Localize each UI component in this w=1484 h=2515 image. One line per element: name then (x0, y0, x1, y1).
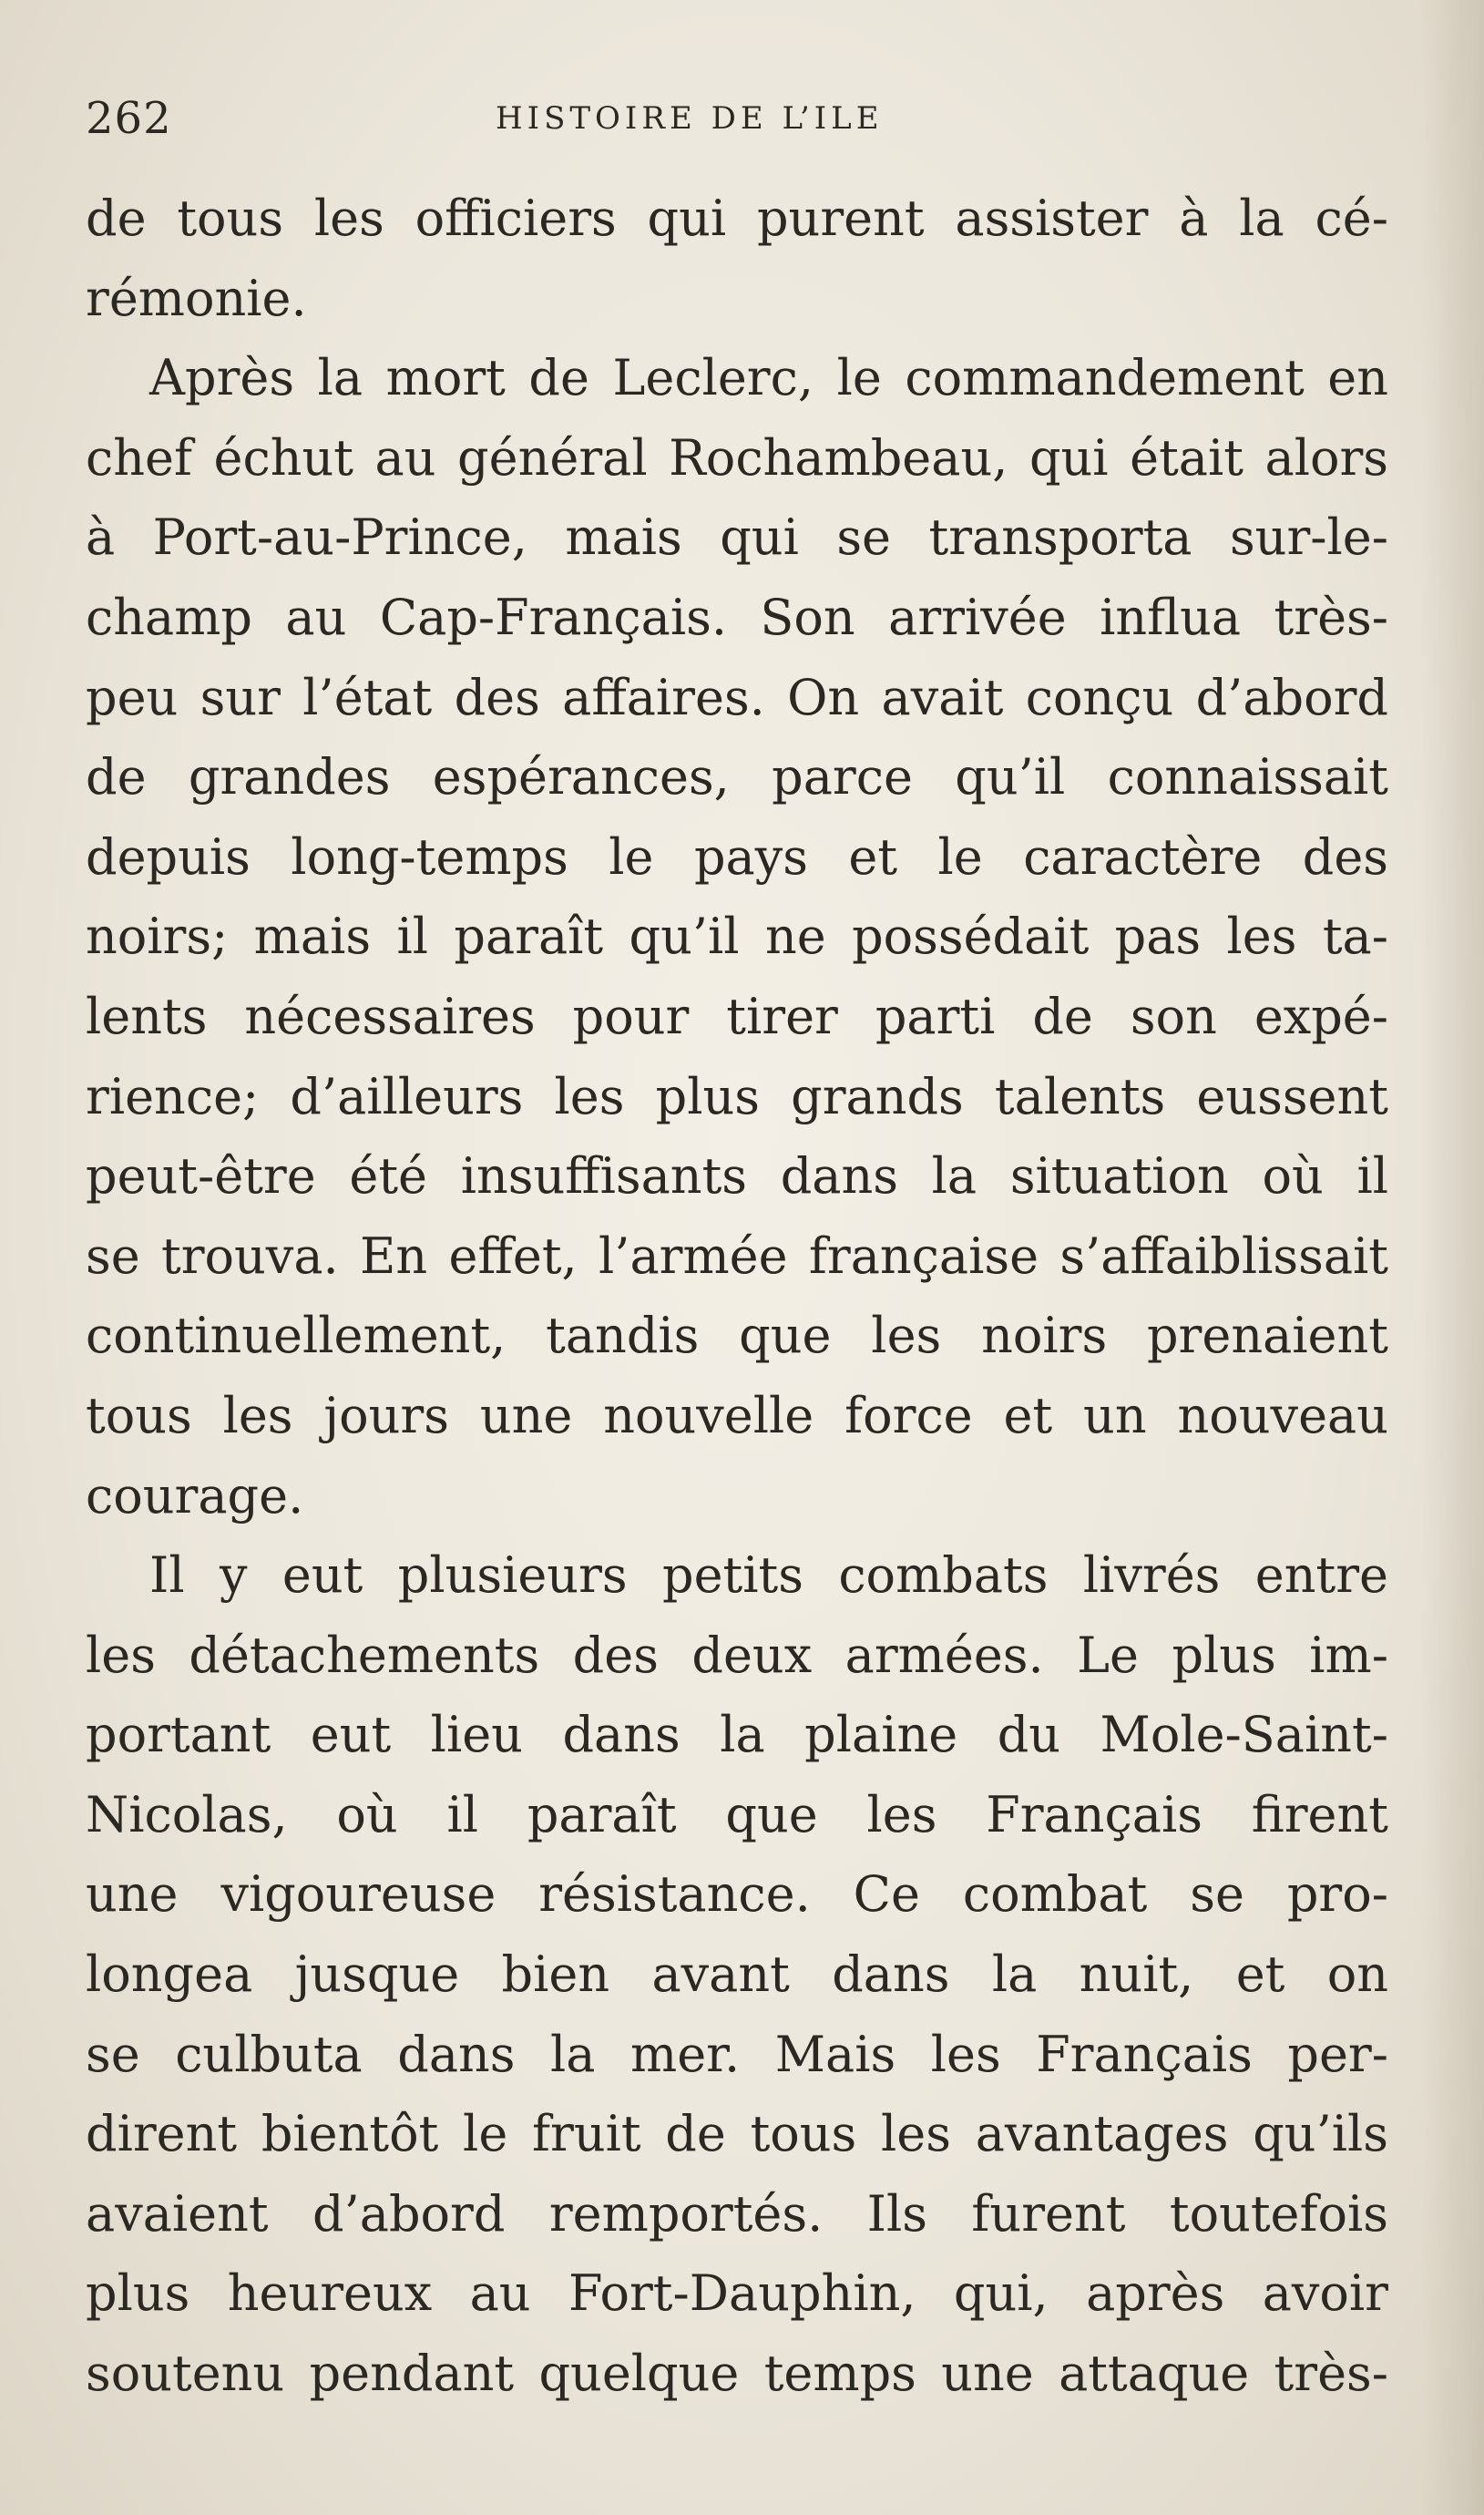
text-line: une vigoureuse résistance. Ce combat se pro- (86, 1865, 1388, 1924)
paragraph-3 (86, 1535, 1388, 2414)
text-line: longea jusque bien avant dans la nuit, et on (86, 1945, 1388, 2004)
paragraph-1 (86, 179, 1388, 338)
paragraph-2 (86, 338, 1388, 1535)
text-line: courage. (86, 1466, 304, 1524)
text-line: Après la mort de Leclerc, le commandement en (149, 349, 1388, 407)
text-line: les détachements des deux armées. Le plus im- (86, 1626, 1388, 1684)
text-line: de tous les officiers qui purent assister à la cé- (86, 190, 1388, 247)
text-line: rience; d’ailleurs les plus grands talents eussent (86, 1067, 1388, 1125)
text-line: lents nécessaires pour tirer parti de son expé- (86, 987, 1388, 1045)
text-line: peut-être été insuffisants dans la situation où il (86, 1147, 1388, 1206)
text-line: tous les jours une nouvelle force et un nouveau (86, 1386, 1388, 1444)
text-line: peu sur l’état des affaires. On avait conçu d’abord (86, 668, 1388, 726)
text-line: portant eut lieu dans la plaine du Mole-Saint- (86, 1706, 1388, 1764)
text-line: Nicolas, où il paraît que les Français firent (86, 1785, 1388, 1843)
text-line: Il y eut plusieurs petits combats livrés entre (149, 1546, 1388, 1605)
text-line: avaient d’abord remportés. Ils furent toutefois (86, 2184, 1388, 2243)
text-line: continuellement, tandis que les noirs prenaient (86, 1307, 1388, 1365)
running-title: HISTOIRE DE L’ILE (496, 100, 884, 137)
text-line: à Port-au-Prince, mais qui se transporta sur-le- (86, 508, 1388, 567)
running-head (86, 93, 1398, 148)
text-line: noirs; mais il paraît qu’il ne possédait pas les ta- (86, 908, 1388, 966)
text-line: chef échut au général Rochambeau, qui était alors (86, 428, 1388, 487)
text-line: plus heureux au Fort-Dauphin, qui, après avoir (86, 2264, 1388, 2323)
text-line: se trouva. En effet, l’armée française s’affaiblissait (86, 1227, 1388, 1285)
text-line: rémonie. (86, 269, 307, 327)
text-line: de grandes espérances, parce qu’il connaissait (86, 748, 1388, 806)
text-line: champ au Cap-Français. Son arrivée influa très- (86, 588, 1388, 646)
text-line: soutenu pendant quelque temps une attaque très- (86, 2345, 1388, 2403)
text-line: se culbuta dans la mer. Mais les Français per- (86, 2025, 1388, 2083)
page-number: 262 (86, 93, 172, 144)
body-text (86, 179, 1388, 2414)
text-line: dirent bientôt le fruit de tous les avantages qu’ils (86, 2105, 1388, 2163)
text-line: depuis long-temps le pays et le caractère des (86, 827, 1388, 886)
